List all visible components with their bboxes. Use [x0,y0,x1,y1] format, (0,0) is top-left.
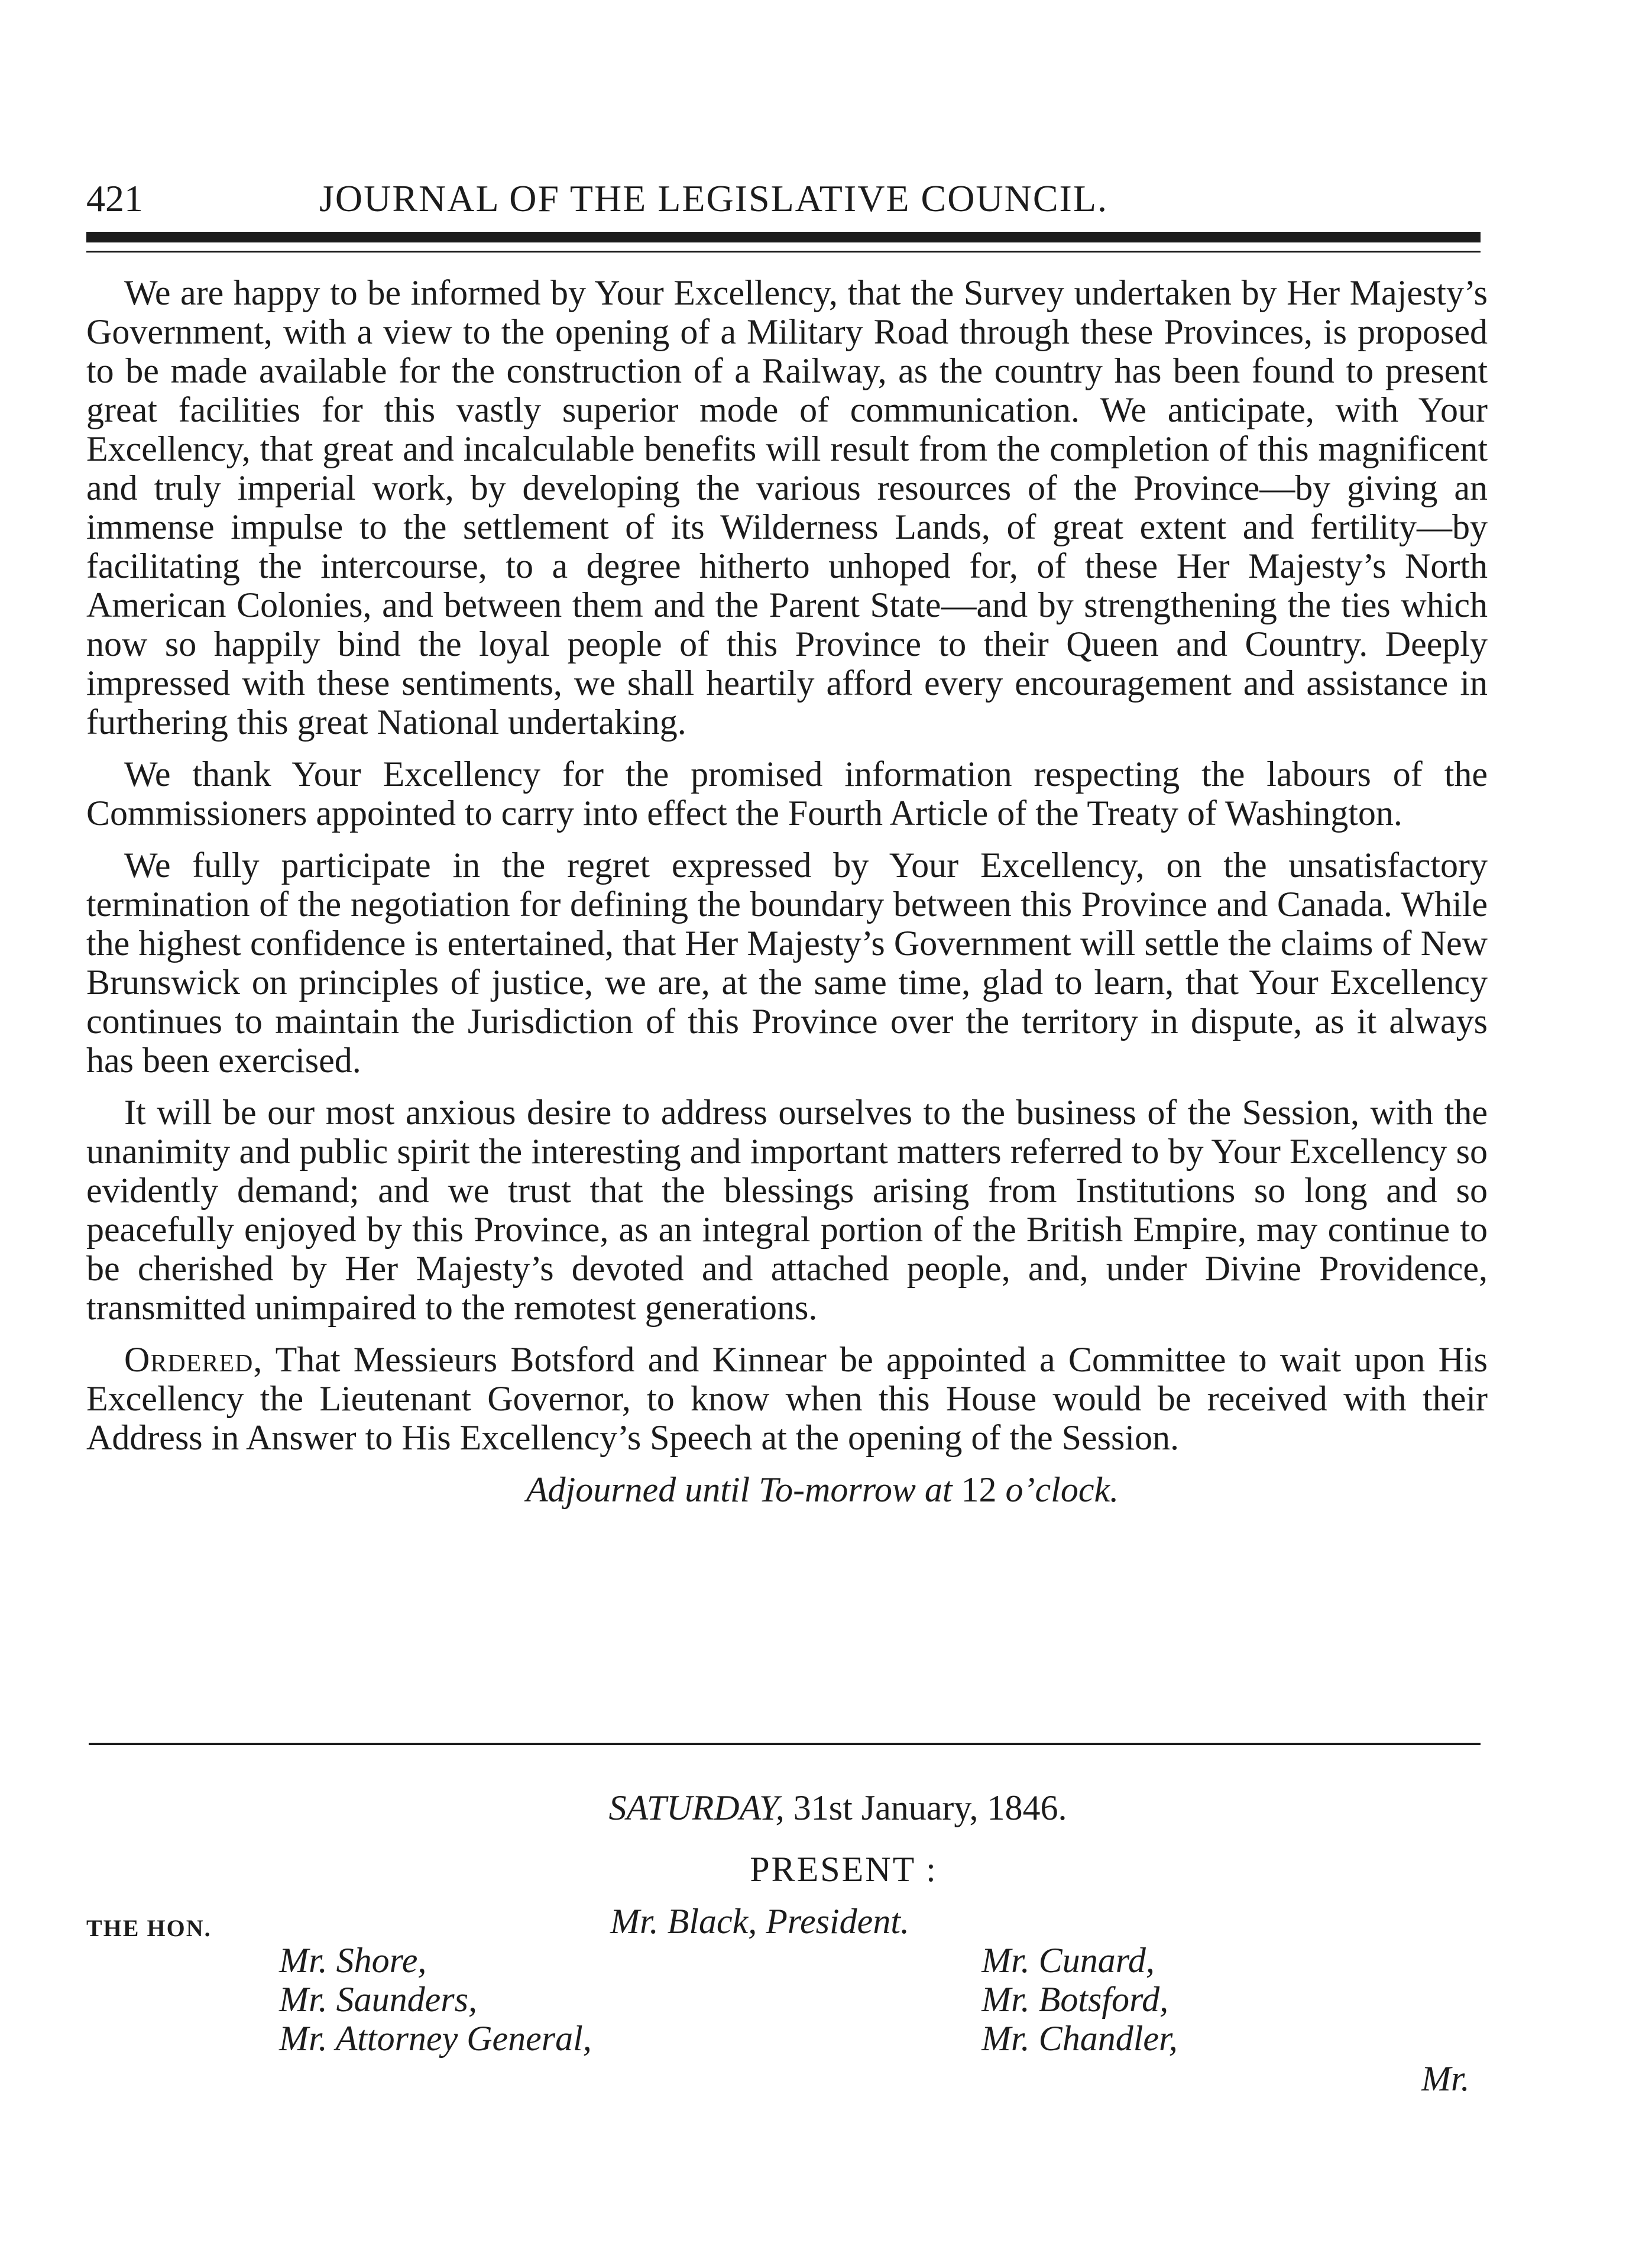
sitting-day: SATURDAY, [608,1788,785,1827]
ordered-lead-word: Ordered, [124,1340,263,1379]
ordered-paragraph [86,1340,1488,1457]
adjourned-hour: 12 [961,1470,997,1509]
adjourned-text: Adjourned until To-morrow at [526,1470,953,1509]
president-name: Mr. Black, President. [610,1902,909,1941]
present-heading: PRESENT : [750,1850,938,1889]
ordered-text: That Messieurs Botsford and Kinnear be appointed a Committee to wait upon His Excellency the Lieutenant Governor, to know when this House would be received with their Address in Answer to His Excellency’s Speech at the opening of the Session. [86,1340,1488,1457]
member-name: Mr. Saunders, [279,1980,478,2019]
sitting-year: 1846. [987,1788,1067,1827]
member-name: Mr. Cunard, [982,1941,1155,1980]
member-name: Mr. Shore, [279,1941,427,1980]
header-rule-thick [86,232,1481,242]
member-name: Mr. Botsford, [982,1980,1169,2019]
paragraph-treaty-commissioners: We thank Your Excellency for the promised information respecting the labours of the Commissioners appointed to carry into effect the Fourth Article of the Treaty of Washington. [86,755,1488,833]
adjourned-suffix: o’clock. [1005,1470,1119,1509]
members-left-column [279,1941,592,2058]
the-hon-label: THE HON. [86,1915,212,1941]
member-name: Mr. Attorney General, [279,2019,592,2058]
sitting-date: 31st January, [793,1788,979,1827]
sitting-date-line [0,1787,1652,1828]
address-text [86,273,1488,1509]
catchword: Mr. [1421,2059,1470,2098]
running-title: JOURNAL OF THE LEGISLATIVE COUNCIL. [319,177,1108,219]
adjourned-line [86,1470,1488,1509]
member-name: Mr. Chandler, [982,2019,1178,2058]
members-right-column [982,1941,1178,2058]
section-divider [89,1743,1481,1745]
paragraph-railway-survey: We are happy to be informed by Your Excellency, that the Survey undertaken by Her Majesty’s Government, with a view to the opening of a Military Road through these Provinces, is proposed to be made available for the construction of a Railway, as the country has been found to present great facilities for this vastly superior mode of communication. We anticipate, with Your Excellency, that great and incalculable benefits will result from the completion of this magnificent and truly imperial work, by developing the various resources of the Province—by giving an immense impulse to the settlement of its Wilderness Lands, of great extent and fertility—by facilitating the intercourse, to a degree hitherto unhoped for, of these Her Majesty’s North American Colonies, and between them and the Parent State—and by strengthening the ties which now so happily bind the loyal people of this Province to their Queen and Country. Deeply impressed with these sentiments, we shall heartily afford every encouragement and assistance in furthering this great National undertaking. [86,273,1488,742]
header-rule-thin [86,251,1481,253]
page-number: 421 [86,177,143,219]
paragraph-boundary-dispute: We fully participate in the regret expressed by Your Excellency, on the unsatisfactory termination of the negotiation for defining the boundary between this Province and Canada. While the highest confidence is entertained, that Her Majesty’s Government will settle the claims of New Brunswick on principles of justice, we are, at the same time, glad to learn, that Your Excellency continues to maintain the Jurisdiction of this Province over the territory in dispute, as it always has been exercised. [86,846,1488,1080]
paragraph-session-business: It will be our most anxious desire to address ourselves to the business of the Session, with the unanimity and public spirit the interesting and important matters referred to by Your Excellency so evidently demand; and we trust that the blessings arising from Institutions so long and so peacefully enjoyed by this Province, as an integral portion of the British Empire, may continue to be cherished by Her Majesty’s devoted and attached people, and, under Divine Providence, transmitted unimpaired to the remotest generations. [86,1093,1488,1327]
